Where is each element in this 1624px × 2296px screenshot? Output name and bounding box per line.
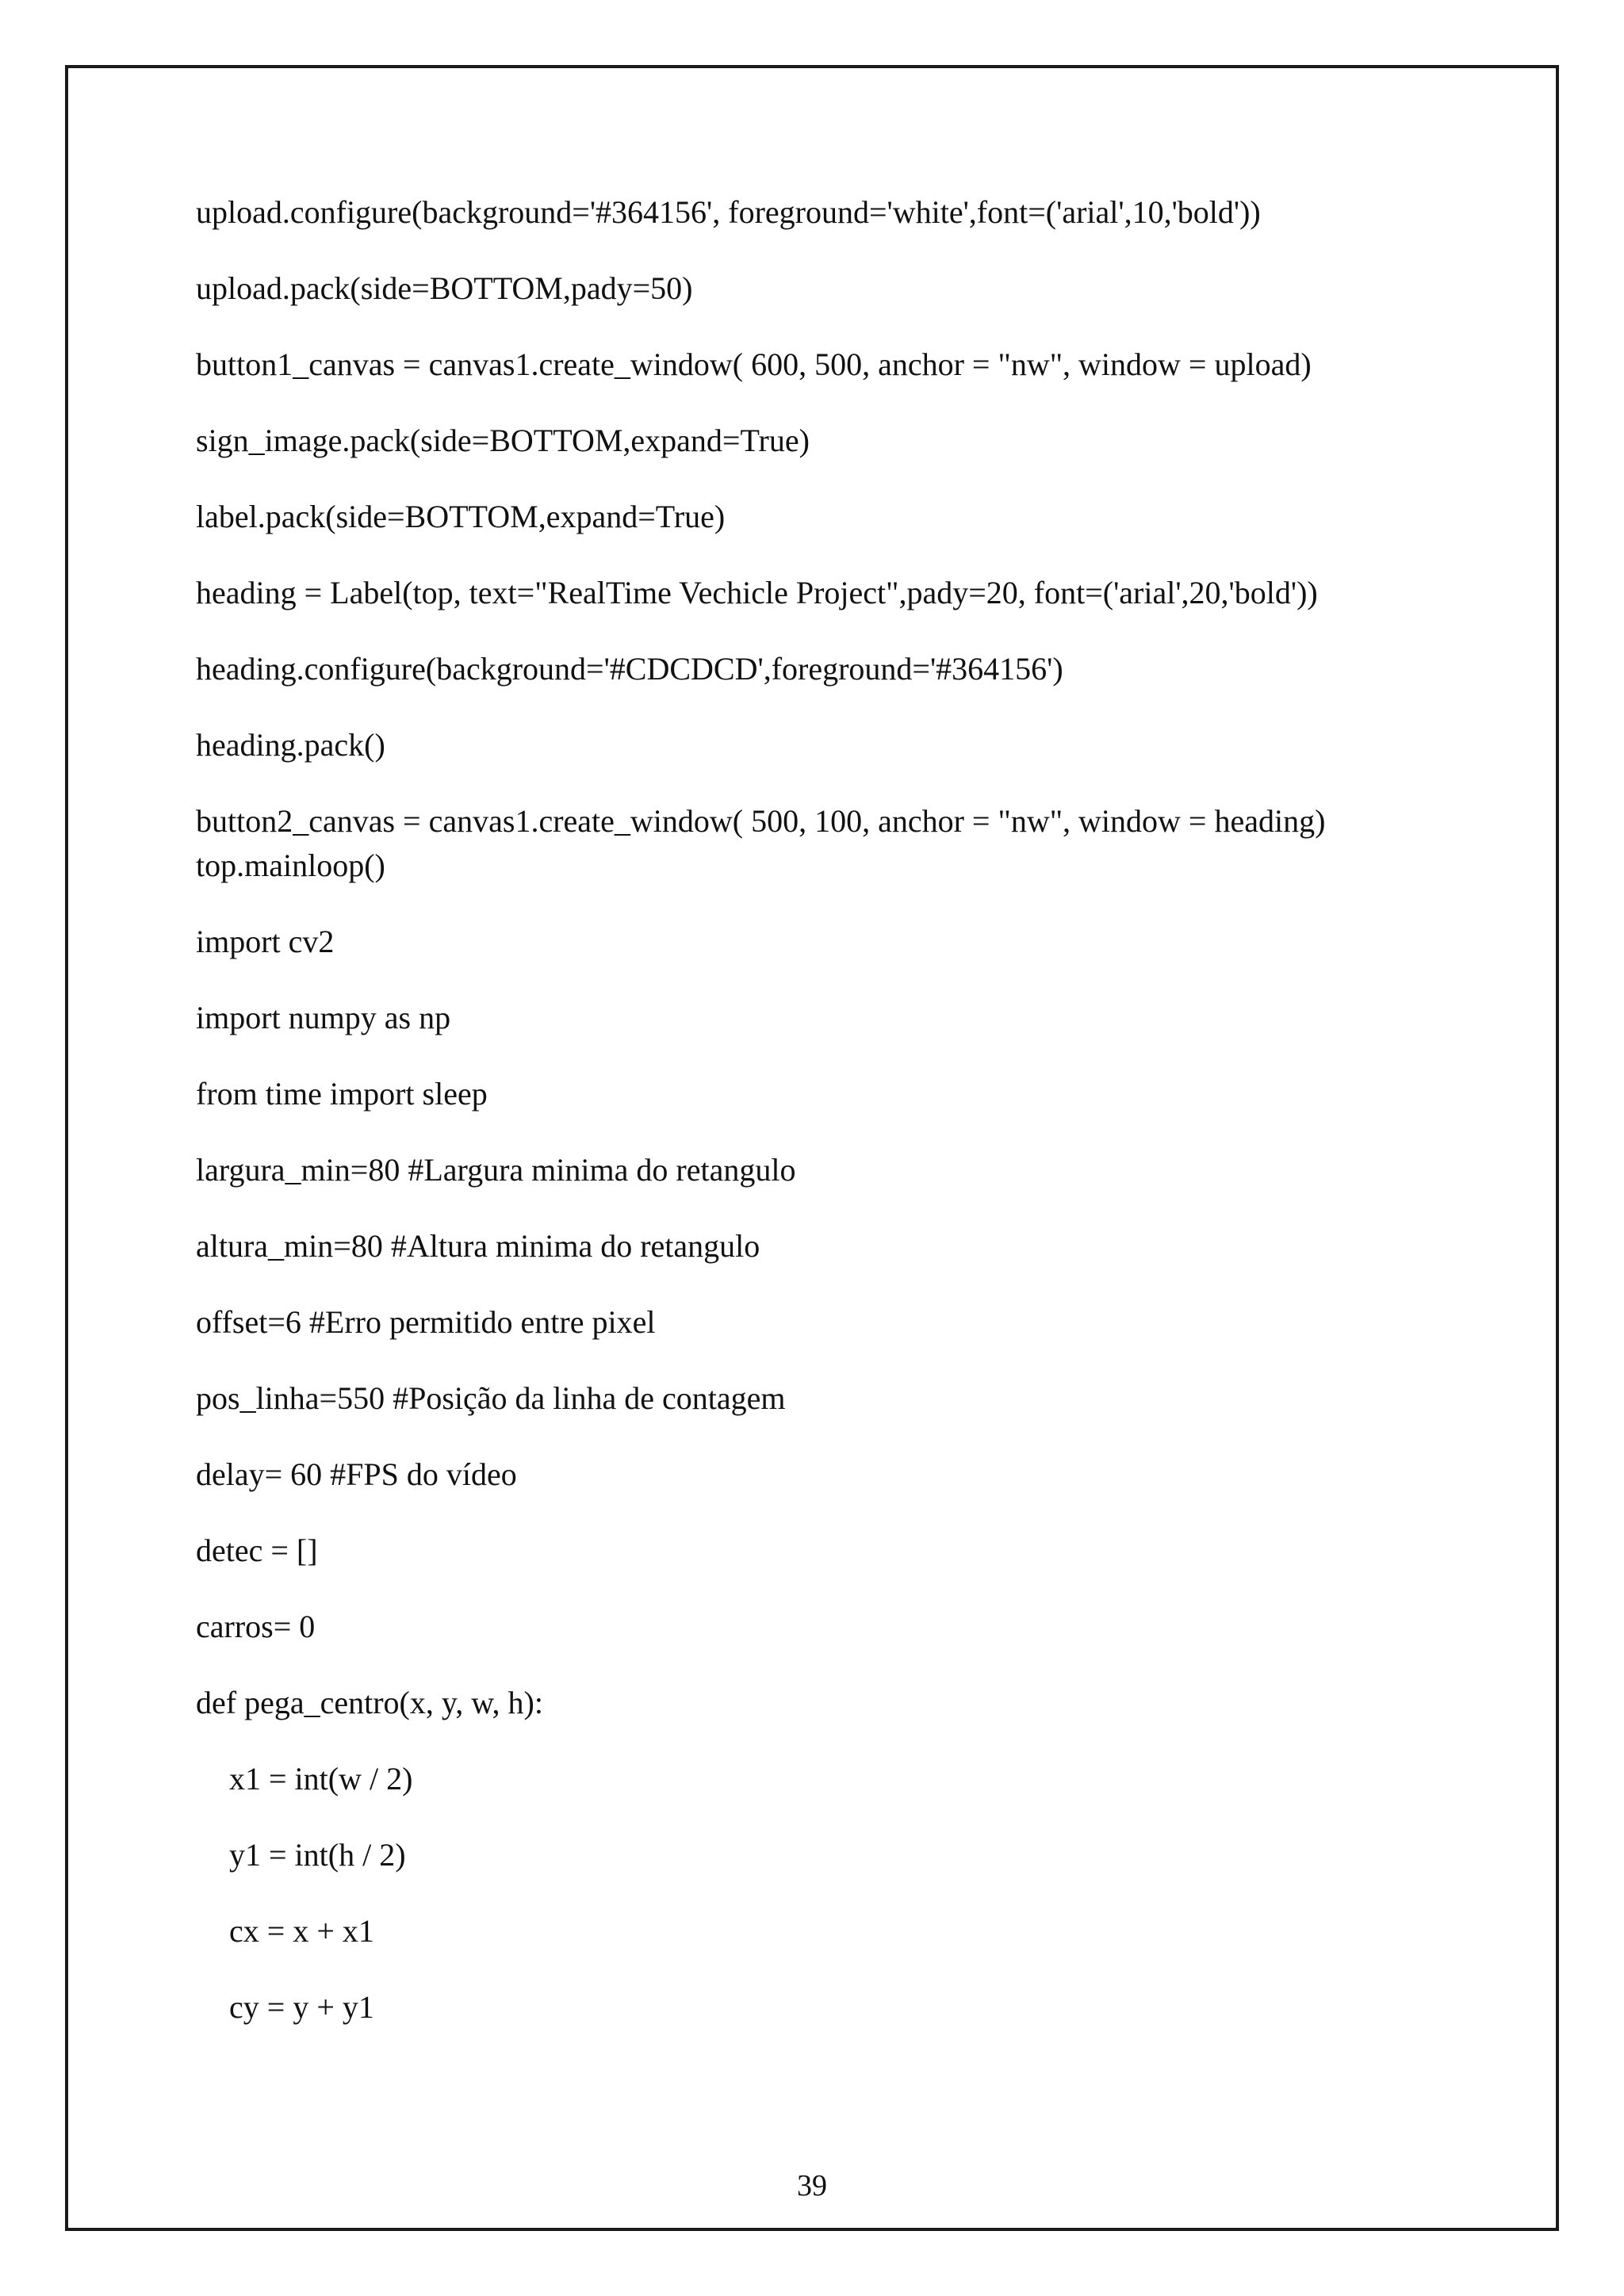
code-line: label.pack(side=BOTTOM,expand=True): [196, 499, 726, 534]
code-line: upload.pack(side=BOTTOM,pady=50): [196, 270, 693, 306]
code-line: detec = []: [196, 1533, 318, 1568]
page-number: 39: [797, 2169, 827, 2202]
code-line: import cv2: [196, 924, 335, 959]
code-line: cx = x + x1: [229, 1913, 374, 1949]
code-line: button2_canvas = canvas1.create_window( 500, 100, anchor = "nw", window = heading): [196, 803, 1326, 839]
code-line: largura_min=80 #Largura minima do retangulo: [196, 1152, 796, 1188]
code-line: x1 = int(w / 2): [229, 1761, 413, 1797]
page-border: [65, 65, 1559, 2231]
code-line: top.mainloop(): [196, 848, 385, 883]
code-line: heading.configure(background='#CDCDCD',foreground='#364156'): [196, 651, 1063, 687]
code-line: cy = y + y1: [229, 1989, 374, 2025]
code-line: from time import sleep: [196, 1076, 488, 1112]
code-line: heading.pack(): [196, 727, 385, 763]
code-line: heading = Label(top, text="RealTime Vechicle Project",pady=20, font=('arial',20,'bold')): [196, 575, 1318, 610]
code-line: delay= 60 #FPS do vídeo: [196, 1456, 517, 1492]
code-line: button1_canvas = canvas1.create_window( 600, 500, anchor = "nw", window = upload): [196, 346, 1312, 382]
code-line: import numpy as np: [196, 1000, 451, 1035]
code-line: def pega_centro(x, y, w, h):: [196, 1685, 543, 1720]
code-line: altura_min=80 #Altura minima do retangulo: [196, 1228, 760, 1264]
code-line: sign_image.pack(side=BOTTOM,expand=True): [196, 423, 810, 458]
code-line: upload.configure(background='#364156', foreground='white',font=('arial',10,'bold')): [196, 194, 1261, 230]
code-line: carros= 0: [196, 1609, 316, 1644]
code-line: offset=6 #Erro permitido entre pixel: [196, 1304, 656, 1340]
code-line: pos_linha=550 #Posição da linha de contagem: [196, 1380, 786, 1416]
code-line: y1 = int(h / 2): [229, 1837, 406, 1873]
